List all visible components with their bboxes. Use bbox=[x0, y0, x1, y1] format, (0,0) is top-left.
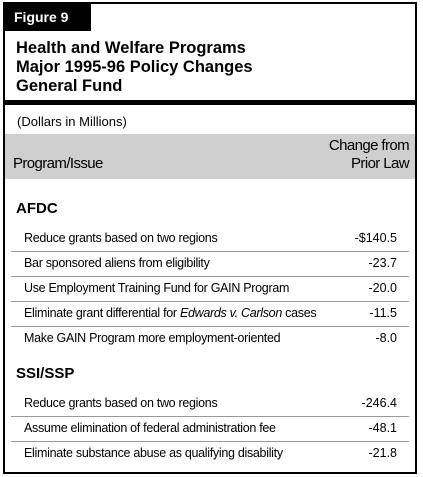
table-row bbox=[5, 252, 415, 277]
row-value: -23.7 bbox=[368, 256, 397, 270]
figure-title bbox=[16, 39, 253, 96]
table-row bbox=[5, 327, 415, 352]
column-header-change-line-2: Prior Law bbox=[351, 155, 409, 172]
table-row bbox=[5, 277, 415, 302]
title-line-2: Major 1995-96 Policy Changes bbox=[16, 58, 253, 76]
column-header-change bbox=[329, 137, 409, 173]
units-note: (Dollars in Millions) bbox=[17, 114, 127, 129]
row-label: Use Employment Training Fund for GAIN Program bbox=[24, 281, 290, 295]
title-line-3: General Fund bbox=[16, 77, 123, 95]
table-row bbox=[5, 227, 415, 252]
title-line-1: Health and Welfare Programs bbox=[16, 39, 246, 57]
row-label-prefix: Eliminate grant differential for bbox=[24, 306, 180, 320]
row-value: -246.4 bbox=[361, 396, 397, 410]
section-heading-ssi-ssp: SSI/SSP bbox=[16, 365, 75, 382]
row-label: Reduce grants based on two regions bbox=[24, 396, 218, 410]
table-row bbox=[5, 417, 415, 442]
figure-frame bbox=[3, 2, 417, 474]
title-divider bbox=[5, 100, 415, 105]
row-label: Eliminate substance abuse as qualifying disability bbox=[24, 446, 283, 460]
row-value: -21.8 bbox=[368, 446, 397, 460]
row-label bbox=[24, 306, 316, 320]
row-label: Bar sponsored aliens from eligibility bbox=[24, 256, 210, 270]
row-label: Make GAIN Program more employment-oriented bbox=[24, 331, 281, 345]
figure-label: Figure 9 bbox=[5, 4, 91, 31]
section-heading-afdc: AFDC bbox=[16, 200, 58, 217]
row-value: -8.0 bbox=[375, 331, 397, 345]
row-value: -20.0 bbox=[368, 281, 397, 295]
row-label-case-name: Edwards v. Carlson bbox=[179, 306, 282, 320]
row-label: Assume elimination of federal administration fee bbox=[24, 421, 276, 435]
table-row bbox=[5, 302, 415, 327]
row-value: -48.1 bbox=[368, 421, 397, 435]
table-row bbox=[5, 442, 415, 467]
row-value: -11.5 bbox=[369, 306, 397, 320]
row-label: Reduce grants based on two regions bbox=[24, 231, 218, 245]
column-header bbox=[5, 134, 415, 179]
row-value: -$140.5 bbox=[354, 231, 397, 245]
column-header-program: Program/Issue bbox=[13, 155, 103, 172]
table-row bbox=[5, 392, 415, 417]
row-label-suffix: cases bbox=[281, 306, 317, 320]
column-header-change-line-1: Change from bbox=[328, 137, 409, 154]
